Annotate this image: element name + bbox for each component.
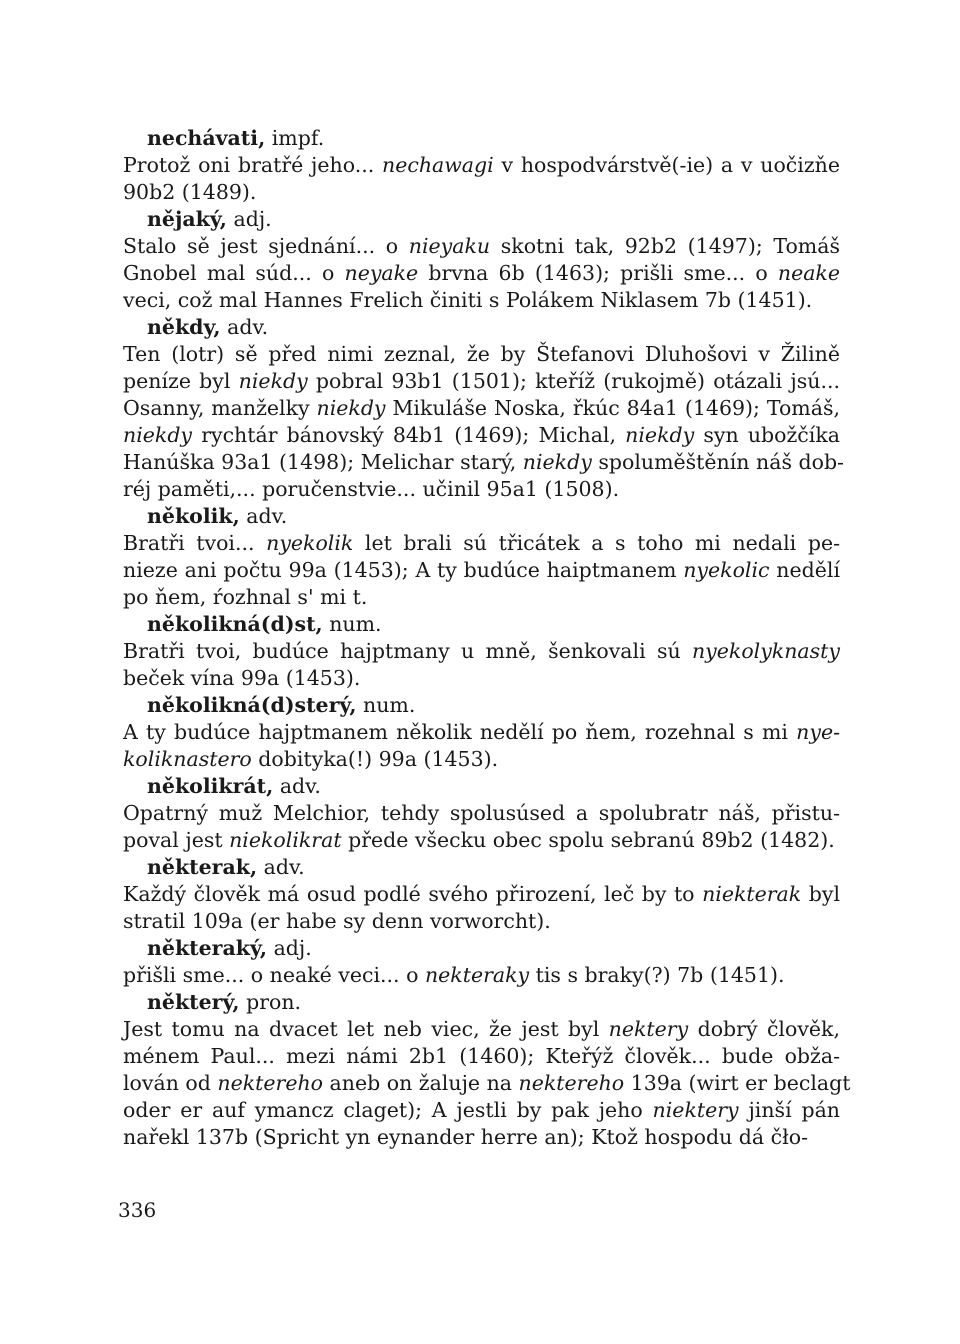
entry-headword-line [147, 206, 864, 233]
part-of-speech: adv. [279, 774, 321, 798]
citation-text: Osanny, manželky [123, 396, 317, 420]
part-of-speech: pron. [246, 990, 302, 1014]
citation-form: nechawagi [382, 153, 494, 177]
citation-line [123, 530, 840, 557]
part-of-speech: adv. [263, 855, 305, 879]
citation-text: tis s braky(?) 7b (1451). [529, 963, 785, 987]
citation-line [123, 665, 840, 692]
part-of-speech: impf. [271, 126, 325, 150]
citation-line [123, 287, 840, 314]
citation-form: niekterak [702, 882, 802, 906]
part-of-speech: adv. [227, 315, 269, 339]
headword: nechávati, [147, 126, 266, 150]
citation-text: veci, což mal Hannes Frelich činiti s Polákem Niklasem 7b (1451). [123, 288, 813, 312]
citation-text: oder er auf ymancz claget); A jestli by pak jeho [123, 1098, 653, 1122]
citation-form: nektereho [217, 1071, 324, 1095]
citation-form: nyekolik [266, 531, 354, 555]
citation-text: beček vína 99a (1453). [123, 666, 361, 690]
headword: několikná(d)sterý, [147, 693, 357, 717]
entry-headword-line [147, 989, 864, 1016]
citation-text: rychtár bánovský 84b1 (1469); Michal, [192, 423, 626, 447]
citation-line [123, 962, 840, 989]
headword: některaký, [147, 936, 268, 960]
part-of-speech: num. [363, 693, 416, 717]
citation-line [123, 1124, 840, 1151]
citation-text: Opatrný muž Melchior, tehdy spolusúsed a spolubratr náš, přistu- [123, 801, 840, 825]
headword: několikná(d)st, [147, 612, 323, 636]
citation-text: Ten (lotr) sě před nimi zeznal, že by Štefanovi Dluhošovi v Žilině [123, 342, 840, 366]
headword: některak, [147, 855, 258, 879]
citation-text: Gnobel mal súd... o [123, 261, 345, 285]
citation-line [123, 638, 840, 665]
citation-text: Stalo sě jest sjednání... o [123, 234, 409, 258]
citation-text: spoluměštěnín náš dob- [591, 450, 844, 474]
citation-line [123, 881, 840, 908]
entry-headword-line [147, 125, 864, 152]
citation-line [123, 395, 840, 422]
citation-form: koliknastero [123, 747, 252, 771]
citation-text: nařekl 137b (Spricht yn eynander herre an); Ktož hospodu dá čło- [123, 1125, 809, 1149]
citation-text: ménem Paul... mezi námi 2b1 (1460); Kteřýž člověk... bude obža- [123, 1044, 840, 1068]
citation-text: réj paměti,... poručenstvie... učinil 95a1 (1508). [123, 477, 620, 501]
citation-text: v hospodvárstvě(-ie) a v uočizňe [493, 153, 840, 177]
entry-headword-line [147, 935, 864, 962]
citation-text: skotni tak, 92b2 (1497); Tomáš [490, 234, 840, 258]
part-of-speech: num. [329, 612, 382, 636]
citation-form: nektereho [518, 1071, 625, 1095]
citation-form: nye- [796, 720, 840, 744]
citation-text: dobityka(!) 99a (1453). [251, 747, 499, 771]
headword: některý, [147, 990, 240, 1014]
citation-text: pobral 93b1 (1501); kteříž (rukojmě) otázali jsú... [307, 369, 840, 393]
citation-form: niekdy [123, 423, 193, 447]
citation-line [123, 1097, 840, 1124]
headword: několik, [147, 504, 240, 528]
entry-headword-line [147, 503, 864, 530]
part-of-speech: adj. [273, 936, 312, 960]
citation-text: poval jest [123, 828, 230, 852]
citation-text: dobrý člověk, [688, 1017, 840, 1041]
entry-headword-line [147, 773, 864, 800]
citation-text: byl [801, 882, 840, 906]
citation-text: jinší pán [738, 1098, 840, 1122]
citation-text: Jest tomu na dvacet let neb viec, že jest byl [123, 1017, 609, 1041]
citation-line [123, 260, 840, 287]
citation-text: Protož oni bratřé jeho... [123, 153, 383, 177]
citation-form: niektery [652, 1098, 739, 1122]
citation-text: Mikuláše Noska, řkúc 84a1 (1469); Tomáš, [385, 396, 840, 420]
entry-headword-line [147, 854, 864, 881]
citation-form: neyake [344, 261, 419, 285]
citation-text: let brali sú třicátek a s toho mi nedali pe- [353, 531, 841, 555]
citation-form: nyekolyknasty [691, 639, 840, 663]
citation-line [123, 584, 840, 611]
citation-text: po ňem, ŕozhnal s' mi t. [123, 585, 368, 609]
citation-line [123, 476, 840, 503]
citation-text: A ty budúce hajptmanem několik nedělí po ňem, rozehnal s mi [123, 720, 797, 744]
citation-line [123, 341, 840, 368]
headword: několikrát, [147, 774, 274, 798]
citation-text: peníze byl [123, 369, 239, 393]
page-number: 336 [118, 1198, 157, 1222]
headword: nějaký, [147, 207, 227, 231]
citation-text: Každý člověk má osud podlé svého přirození, leč by to [123, 882, 703, 906]
citation-line [123, 800, 840, 827]
citation-text: 139a (wirt er beclagt [624, 1071, 851, 1095]
citation-form: nekteraky [424, 963, 530, 987]
citation-text: Bratři tvoi... [123, 531, 267, 555]
citation-text: 90b2 (1489). [123, 180, 257, 204]
citation-text: nedělí [769, 558, 840, 582]
entry-headword-line [147, 692, 864, 719]
citation-line [123, 152, 840, 179]
citation-form: nektery [608, 1017, 689, 1041]
citation-form: neake [777, 261, 840, 285]
citation-text: přede všecku obec spolu sebranú 89b2 (1482). [341, 828, 835, 852]
citation-line [123, 827, 840, 854]
citation-text: lován od [123, 1071, 218, 1095]
citation-form: niekdy [238, 369, 308, 393]
citation-text: Hanúška 93a1 (1498); Melichar starý, [123, 450, 523, 474]
citation-text: stratil 109a (er habe sy denn vorworcht). [123, 909, 551, 933]
part-of-speech: adj. [233, 207, 272, 231]
citation-line [123, 233, 840, 260]
citation-line [123, 557, 840, 584]
headword: někdy, [147, 315, 221, 339]
citation-form: niekolikrat [229, 828, 342, 852]
citation-form: niekdy [316, 396, 386, 420]
citation-text: aneb on žaluje na [323, 1071, 519, 1095]
citation-line [123, 719, 840, 746]
citation-line [123, 1070, 851, 1097]
citation-form: niekdy [625, 423, 695, 447]
citation-form: niekdy [522, 450, 592, 474]
citation-line [123, 908, 840, 935]
citation-line [123, 422, 840, 449]
citation-text: brvna 6b (1463); prišli sme... o [418, 261, 778, 285]
citation-text: nieze ani počtu 99a (1453); A ty budúce haiptmanem [123, 558, 684, 582]
citation-text: Bratři tvoi, budúce hajptmany u mně, šenkovali sú [123, 639, 692, 663]
citation-line [123, 746, 840, 773]
citation-line [123, 179, 840, 206]
citation-line [123, 449, 844, 476]
citation-line [123, 1016, 840, 1043]
citation-line [123, 1043, 840, 1070]
entry-headword-line [147, 611, 864, 638]
citation-form: nieyaku [408, 234, 491, 258]
citation-text: syn ubožčíka [694, 423, 840, 447]
citation-text: přišli sme... o neaké veci... o [123, 963, 425, 987]
citation-line [123, 368, 840, 395]
entry-headword-line [147, 314, 864, 341]
citation-form: nyekolic [683, 558, 770, 582]
part-of-speech: adv. [246, 504, 288, 528]
